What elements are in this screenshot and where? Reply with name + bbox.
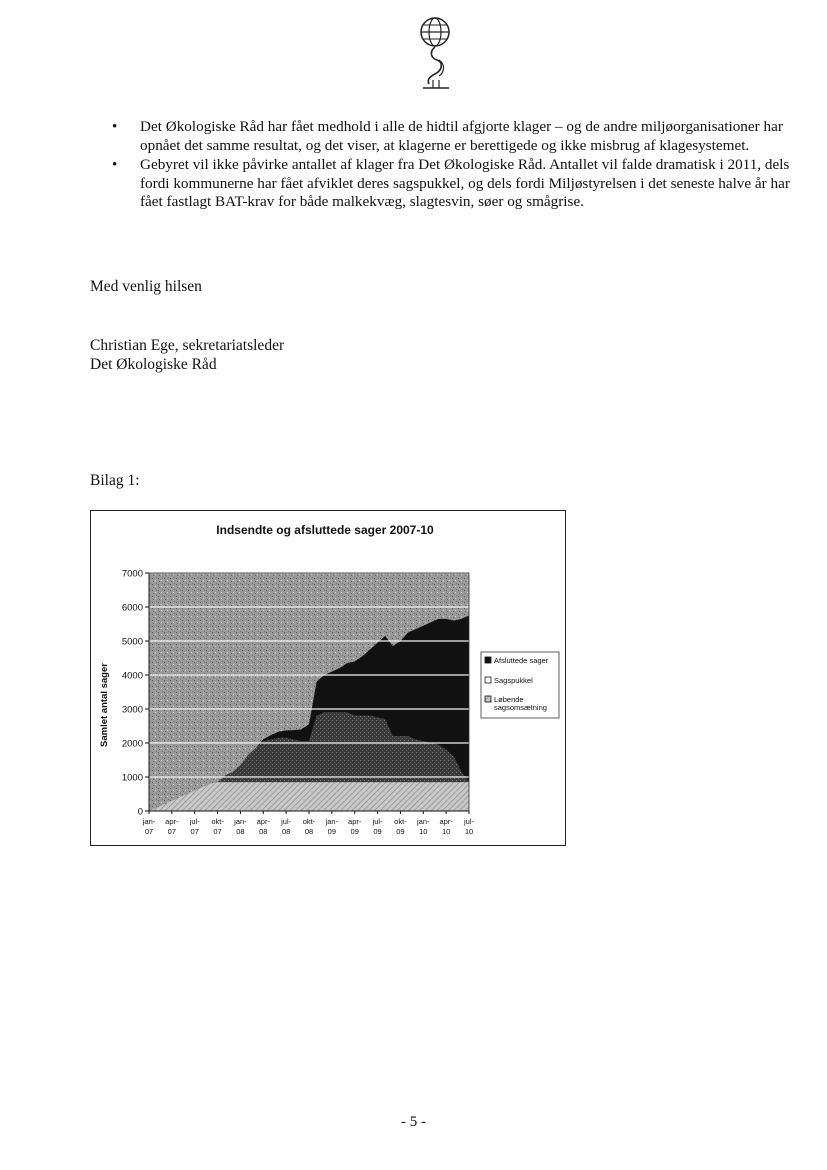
legend-label: Sagspukkel: [494, 676, 533, 685]
bullet-text: Gebyret vil ikke påvirke antallet af klager fra Det Økologiske Råd. Antallet vil falde dramatisk i 2011, dels fordi kommunerne har fået afviklet deres sagspukkel, og dels fordi Miljøstyrelsen i det seneste halve år har fået fastlagt BAT-krav for både malkekvæg, slagtesvin, søer og smågrise.: [140, 156, 790, 211]
area-chart: [91, 511, 565, 845]
bullet-text: Det Økologiske Råd har fået medhold i alle de hidtil afgjorte klager – og de andre miljøorganisationer har opnået det samme resultat, og det viser, at klagerne er berettigede og ikke misbrug af klagesystemet.: [140, 118, 783, 154]
x-tick-label: jul-: [281, 817, 292, 826]
x-tick-label: 09: [350, 827, 359, 836]
legend-swatch: [485, 696, 491, 702]
x-tick-label: apr-: [256, 817, 270, 826]
x-tick-label: 08: [236, 827, 245, 836]
signature-name: Christian Ege, sekretariatsleder: [90, 337, 285, 354]
x-tick-label: 09: [327, 827, 337, 836]
x-tick-label: jul-: [372, 817, 383, 826]
x-tick-label: 10: [441, 827, 451, 836]
y-tick-label: 0: [137, 806, 143, 818]
x-tick-label: 07: [190, 827, 199, 836]
bullet-list: [90, 118, 790, 212]
y-tick-label: 7000: [121, 568, 143, 580]
signature-org: Det Økologiske Råd: [90, 356, 217, 373]
bullet-item: [90, 118, 790, 155]
x-tick-label: jul-: [463, 817, 475, 826]
x-tick-label: okt-: [302, 817, 316, 826]
legend-swatch: [485, 657, 491, 663]
x-tick-label: 08: [281, 827, 291, 836]
x-tick-label: jul-: [189, 817, 200, 826]
x-tick-label: 07: [213, 827, 222, 836]
x-tick-label: 09: [396, 827, 405, 836]
closing-greeting: Med venlig hilsen: [90, 278, 202, 295]
x-tick-label: 10: [464, 827, 474, 836]
x-tick-label: 09: [373, 827, 382, 836]
x-tick-label: jan-: [325, 817, 339, 826]
x-tick-label: 10: [419, 827, 428, 836]
x-tick-label: okt-: [211, 817, 224, 826]
x-tick-label: 08: [259, 827, 268, 836]
y-tick-label: 5000: [121, 636, 143, 648]
y-tick-label: 4000: [121, 670, 143, 682]
x-tick-label: okt-: [394, 817, 407, 826]
globe-person-logo: [415, 14, 455, 94]
x-tick-label: jan-: [234, 817, 247, 826]
bullet-item: [90, 156, 790, 212]
x-tick-label: 07: [167, 827, 177, 836]
chart-container: [90, 510, 566, 846]
bullet-dot-icon: •: [112, 157, 118, 174]
legend-label-cont: sagsomsætning: [494, 703, 547, 712]
x-tick-label: apr-: [348, 817, 362, 826]
y-tick-label: 6000: [121, 602, 143, 614]
x-tick-label: jan-: [142, 817, 156, 826]
x-tick-label: 07: [144, 827, 154, 836]
legend-swatch: [485, 677, 491, 683]
bullet-dot-icon: •: [112, 119, 118, 135]
legend-label: Løbende: [494, 695, 524, 704]
page-number: - 5 -: [401, 1114, 426, 1130]
legend-label: Afsluttede sager: [494, 656, 549, 665]
chart-title: Indsendte og afsluttede sager 2007-10: [216, 523, 434, 537]
chart-y-axis-label: Samlet antal sager: [99, 663, 110, 747]
x-tick-label: apr-: [165, 817, 179, 826]
y-tick-label: 1000: [121, 772, 143, 784]
y-tick-label: 2000: [121, 738, 143, 750]
x-tick-label: apr-: [439, 817, 453, 826]
attachment-label: Bilag 1:: [90, 472, 140, 489]
x-tick-label: jan-: [417, 817, 430, 826]
x-tick-label: 08: [304, 827, 314, 836]
y-tick-label: 3000: [121, 704, 143, 716]
